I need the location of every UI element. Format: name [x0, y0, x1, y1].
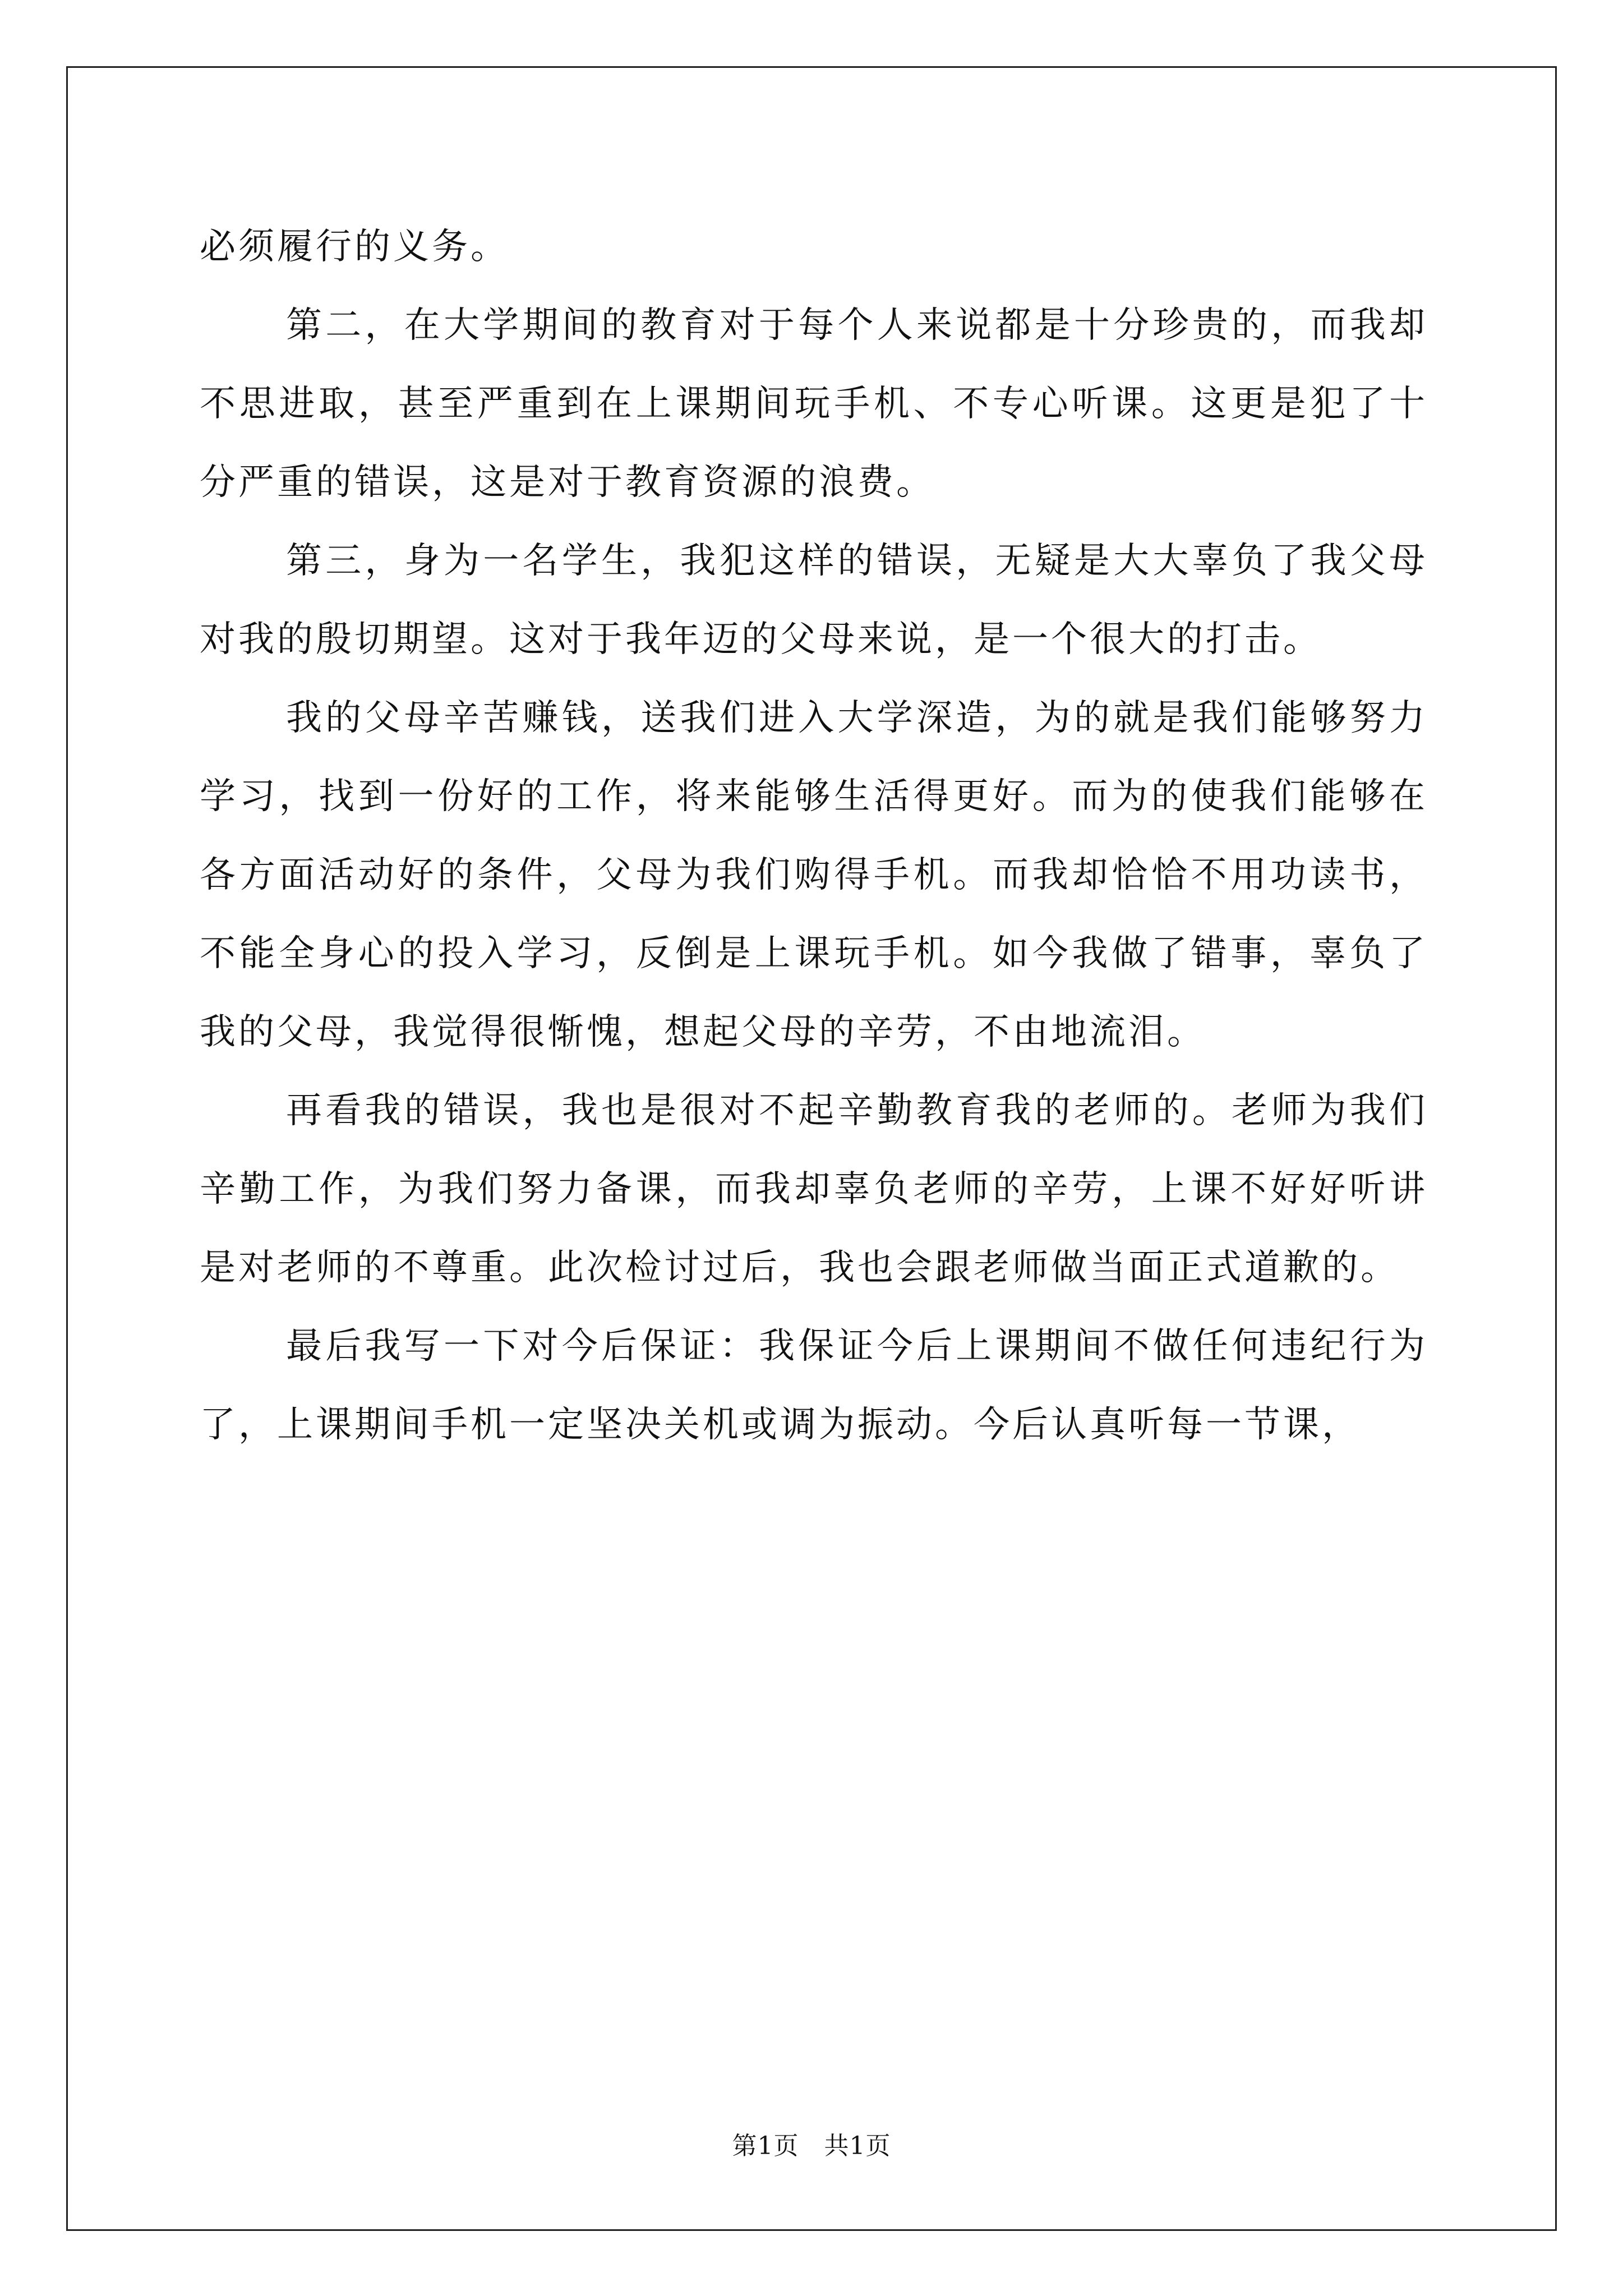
page-number-footer: 第1页 共1页: [732, 2132, 891, 2160]
paragraph-third-point: 第三，身为一名学生，我犯这样的错误，无疑是大大辜负了我父母对我的殷切期望。这对于我年迈的父母来说，是一个很大的打击。: [200, 540, 1428, 660]
paragraph-second-point: 第二，在大学期间的教育对于每个人来说都是十分珍贵的，而我却不思进取，甚至严重到在上课期间玩手机、不专心听课。这更是犯了十分严重的错误，这是对于教育资源的浪费。: [200, 305, 1428, 503]
paragraph-parents: 我的父母辛苦赚钱，送我们进入大学深造，为的就是我们能够努力学习，找到一份好的工作，将来能够生活得更好。而为的使我们能够在各方面活动好的条件，父母为我们购得手机。而我却恰恰不用功读书，不能全身心的投入学习，反倒是上课玩手机。如今我做了错事，辜负了我的父母，我觉得很惭愧，想起父母的辛劳，不由地流泪。: [200, 697, 1428, 1053]
paragraph-continuation: 必须履行的义务。: [200, 226, 509, 268]
document-body: [200, 208, 1428, 1464]
paragraph-teachers: 再看我的错误，我也是很对不起辛勤教育我的老师的。老师为我们辛勤工作，为我们努力备课，而我却辜负老师的辛劳，上课不好好听讲是对老师的不尊重。此次检讨过后，我也会跟老师做当面正式道歉的。: [200, 1090, 1428, 1289]
paragraph-guarantee: 最后我写一下对今后保证：我保证今后上课期间不做任何违纪行为了，上课期间手机一定坚决关机或调为振动。今后认真听每一节课，: [200, 1326, 1428, 1446]
